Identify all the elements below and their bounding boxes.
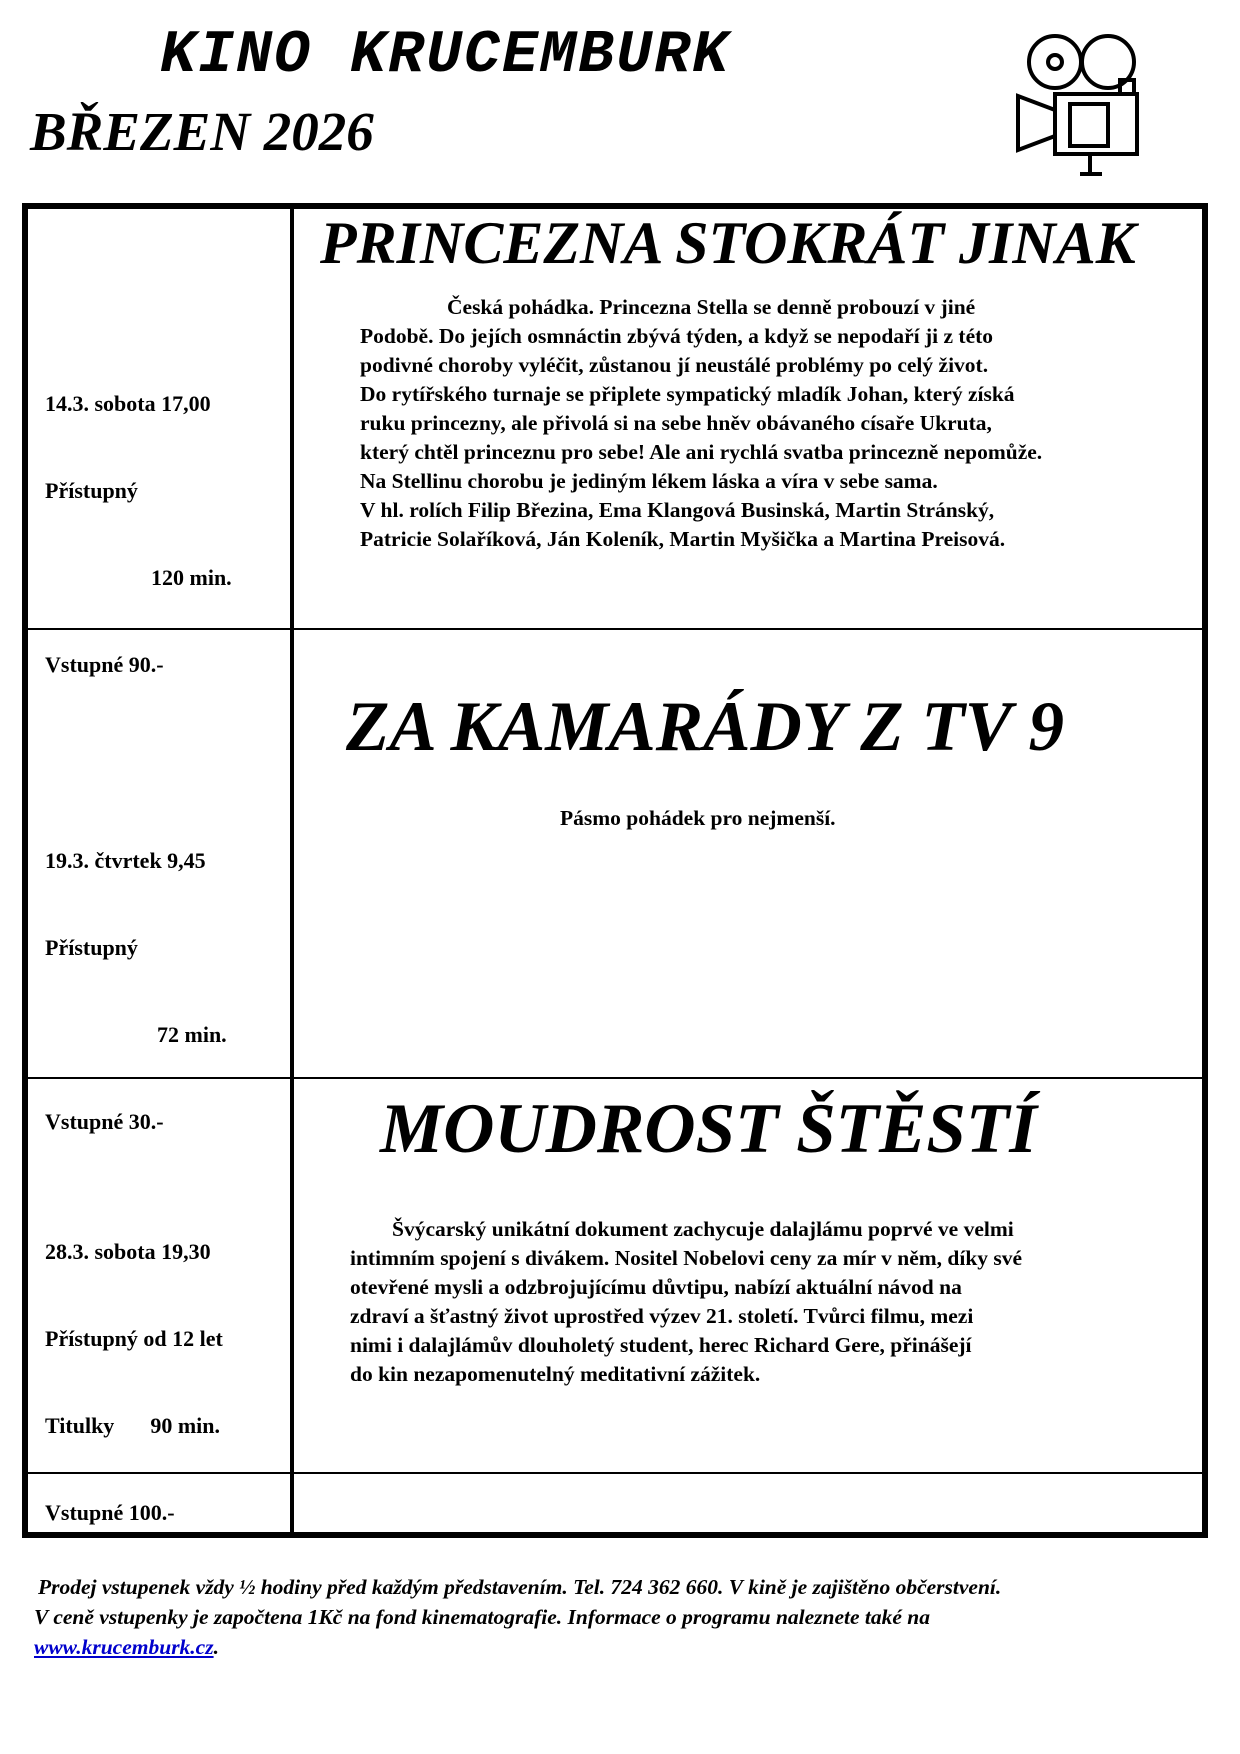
description-line: intimním spojení s divákem. Nositel Nobelovi ceny za mír v něm, díky své	[350, 1246, 1023, 1270]
screening-subtitles-duration	[45, 1411, 223, 1440]
description-line: ruku princezny, ale přivolá si na sebe hněv obávaného císaře Ukruta,	[360, 411, 992, 435]
screening-duration: 90 min.	[150, 1413, 220, 1438]
description-line: Patricie Solaříková, Ján Koleník, Martin Myšička a Martina Preisová.	[360, 527, 1006, 551]
description-line: zdraví a šťastný život uprostřed výzev 21. století. Tvůrci filmu, mezi	[350, 1304, 974, 1328]
column-divider	[290, 209, 294, 1532]
description-line: do kin nezapomenutelný meditativní zážitek.	[350, 1362, 761, 1386]
description-line: Podobě. Do jejích osmnáctin zbývá týden, a když se nepodaří ji z této	[360, 324, 994, 348]
screening-duration: 72 min.	[157, 1022, 227, 1047]
screening-rating: Přístupný	[45, 478, 138, 503]
description-line: V hl. rolích Filip Březina, Ema Klangová Businská, Martin Stránský,	[360, 498, 995, 522]
screening-admission: Vstupné 30.-	[45, 1109, 164, 1134]
screening-rating: Přístupný	[45, 935, 138, 960]
screening-info-3	[45, 1179, 223, 1585]
screening-date-time: 14.3. sobota 17,00	[45, 391, 211, 416]
description-line: který chtěl princeznu pro sebe! Ale ani rychlá svatba princezně nepomůže.	[360, 440, 1043, 464]
description-line: podivné choroby vyléčit, zůstanou jí neustálé problémy po celý život.	[360, 353, 989, 377]
month-heading: BŘEZEN 2026	[30, 101, 374, 162]
screening-admission: Vstupné 100.-	[45, 1500, 175, 1525]
screening-info-1	[45, 331, 232, 737]
movie-title: ZA KAMARÁDY Z TV 9	[346, 688, 1065, 766]
movie-title: PRINCEZNA STOKRÁT JINAK	[320, 210, 1136, 276]
movie-description	[560, 804, 836, 833]
description-line: nimi i dalajlámův dlouholetý student, herec Richard Gere, přinášejí	[350, 1333, 972, 1357]
footer-line-2: V ceně vstupenky je započtena 1Kč na fond kinematografie. Informace o programu naleznete také na	[34, 1605, 931, 1629]
footer-line-1: Prodej vstupenek vždy ½ hodiny před každým představením. Tel. 724 362 660. V kině je zajištěno občerstvení.	[38, 1575, 1002, 1599]
footer-period: .	[213, 1635, 219, 1659]
screening-date-time: 28.3. sobota 19,30	[45, 1239, 211, 1264]
website-link[interactable]: www.krucemburk.cz	[34, 1635, 214, 1659]
screening-duration: 120 min.	[151, 565, 232, 590]
program-table	[22, 203, 1208, 1538]
movie-description	[350, 1215, 1022, 1389]
description-line: Na Stellinu chorobu je jediným lékem láska a víra v sebe sama.	[360, 469, 938, 493]
cinema-title: KINO KRUCEMBURK	[160, 22, 731, 90]
description-line: Švýcarský unikátní dokument zachycuje dalajlámu poprvé ve velmi	[392, 1217, 1014, 1241]
description-line: otevřené mysli a odzbrojujícímu důvtipu, nabízí aktuální návod na	[350, 1275, 962, 1299]
screening-date-time: 19.3. čtvrtek 9,45	[45, 848, 206, 873]
screening-subtitles: Titulky	[45, 1413, 115, 1438]
movie-camera-icon	[1010, 32, 1160, 182]
screening-admission: Vstupné 90.-	[45, 652, 164, 677]
description-line: Pásmo pohádek pro nejmenší.	[560, 806, 836, 830]
screening-rating: Přístupný od 12 let	[45, 1326, 223, 1351]
movie-title: MOUDROST ŠTĚSTÍ	[380, 1090, 1037, 1168]
description-line: Česká pohádka. Princezna Stella se denně probouzí v jiné	[447, 295, 976, 319]
movie-description	[360, 293, 1042, 554]
screening-info-2	[45, 788, 227, 1194]
description-line: Do rytířského turnaje se připlete sympatický mladík Johan, který získá	[360, 382, 1015, 406]
footer-note	[34, 1572, 1218, 1662]
